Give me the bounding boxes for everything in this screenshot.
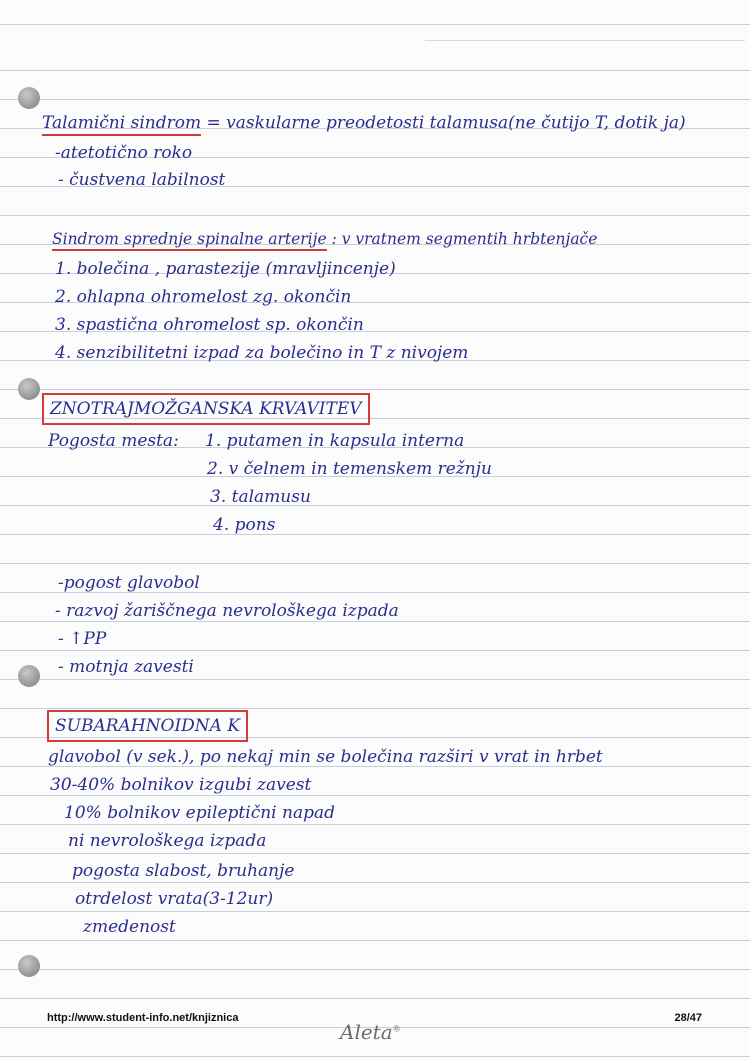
- section-3-symptom: - motnja zavesti: [58, 657, 194, 677]
- section-1-title: Talamični sindrom: [42, 113, 201, 136]
- section-2-item: 1. bolečina , parastezije (mravljincenje): [55, 259, 396, 279]
- footer-url: http://www.student-info.net/knjiznica: [47, 1012, 239, 1024]
- section-1-item: - čustvena labilnost: [58, 170, 226, 190]
- brand-logo: [340, 1020, 401, 1044]
- registered-mark: ®: [392, 1024, 401, 1034]
- section-2-item: 3. spastična ohromelost sp. okončin: [55, 315, 364, 335]
- section-4-item: zmedenost: [83, 917, 176, 937]
- section-1-heading: [42, 112, 686, 134]
- section-1-item: -atetotično roko: [55, 143, 193, 163]
- section-2-title: Sindrom sprednje spinalne arterije: [52, 230, 327, 251]
- section-4-item: otrdelost vrata(3-12ur): [75, 889, 274, 909]
- section-4-title: SUBARAHNOIDNA K: [47, 710, 248, 742]
- section-2-item: 2. ohlapna ohromelost zg. okončin: [55, 287, 352, 307]
- section-3-place: 3. talamusu: [210, 487, 311, 507]
- section-3-title: ZNOTRAJMOŽGANSKA KRVAVITEV: [42, 393, 370, 425]
- section-4-item: glavobol (v sek.), po nekaj min se bolečina razširi v vrat in hrbet: [48, 747, 603, 767]
- section-4-item: 10% bolnikov epileptični napad: [64, 803, 335, 823]
- section-4-item: ni nevrološkega izpada: [68, 831, 267, 851]
- binder-hole: [18, 87, 40, 109]
- section-4-item: pogosta slabost, bruhanje: [72, 861, 295, 881]
- section-3-symptom: - razvoj žariščnega nevrološkega izpada: [55, 601, 399, 621]
- section-2-definition: : v vratnem segmentih hrbtenjače: [331, 230, 598, 248]
- section-3-symptom: -pogost glavobol: [58, 573, 200, 593]
- section-3-place: 2. v čelnem in temenskem režnju: [207, 459, 492, 479]
- section-1-definition: = vaskularne preodetosti talamusa(ne čutijo T, dotik ja): [206, 113, 686, 133]
- section-2-heading: [52, 228, 597, 250]
- section-3-place: 1. putamen in kapsula interna: [205, 431, 465, 451]
- brand-logo-text: Aleta: [340, 1020, 393, 1044]
- section-4-item: 30-40% bolnikov izgubi zavest: [50, 775, 312, 795]
- section-3-label: Pogosta mesta:: [48, 431, 179, 451]
- section-3-place: 4. pons: [213, 515, 276, 535]
- binder-hole: [18, 665, 40, 687]
- binder-hole: [18, 955, 40, 977]
- section-2-item: 4. senzibilitetni izpad za bolečino in T z nivojem: [55, 343, 469, 363]
- section-3-symptom: - ↑PP: [58, 629, 107, 649]
- header-margin-line: [425, 0, 745, 41]
- binder-hole: [18, 378, 40, 400]
- page-number: 28/47: [674, 1012, 702, 1024]
